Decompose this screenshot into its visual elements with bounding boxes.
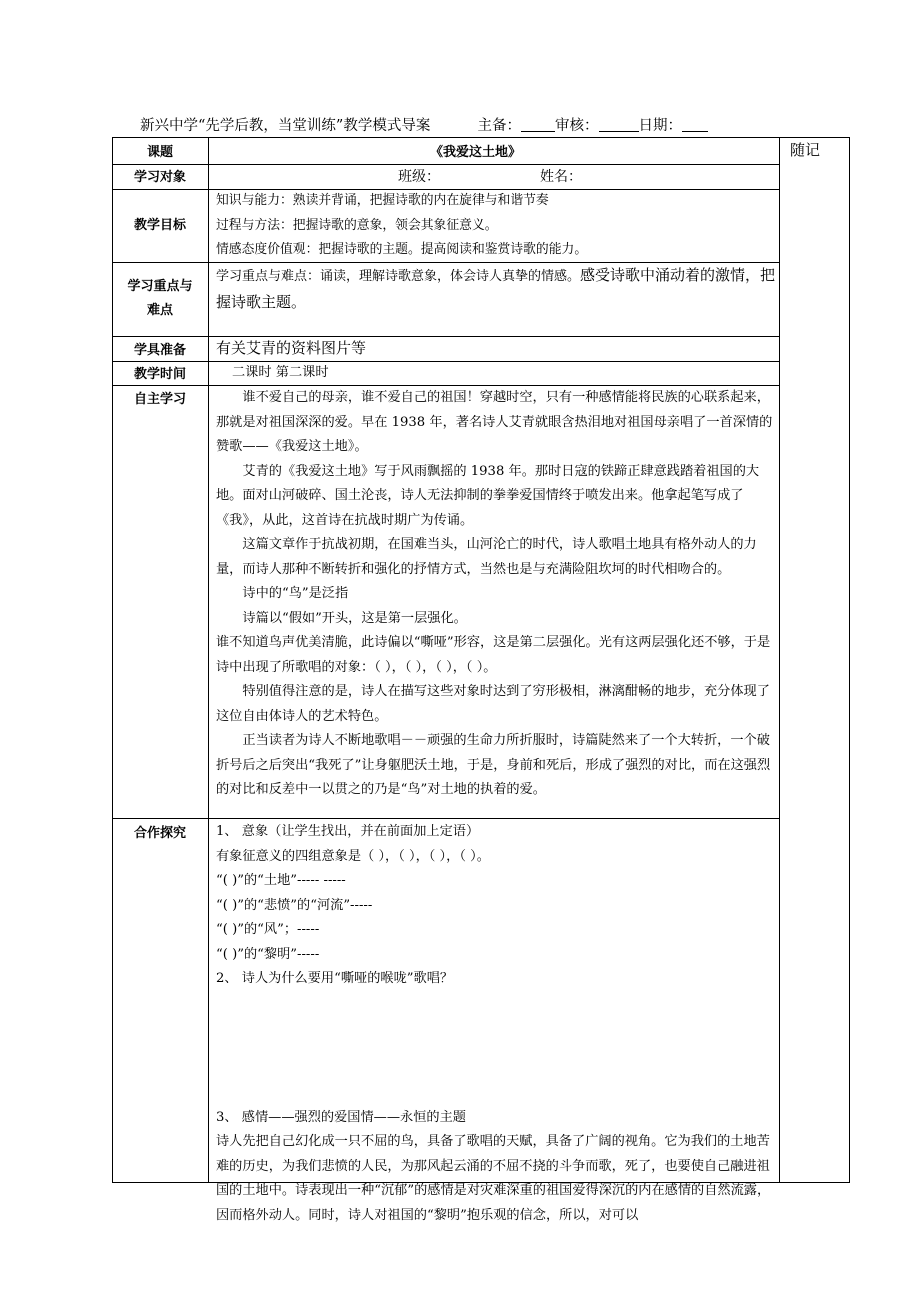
question: 2、 诗人为什么要用“嘶哑的喉咙”歌唱？	[216, 971, 454, 986]
date-blank[interactable]	[682, 117, 708, 132]
focus-label	[112, 275, 208, 323]
question-line: “( )”的“风”；-----	[216, 922, 320, 937]
goals-content	[216, 189, 776, 263]
paragraph: 正当读者为诗人不断地歌唱－－顽强的生命力所折服时，诗篇陡然来了一个大转折，一个破折号后之后突出“我死了”让身躯肥沃土地，于是，身前和死后，形成了强烈的对比，而在这强烈的对比和反差中一以贯之的乃是“鸟”对土地的执着的爱。	[216, 733, 771, 797]
review-blank[interactable]	[599, 117, 639, 132]
goal-line: 过程与方法：把握诗歌的意象，领会其象征意义。	[216, 217, 498, 233]
paragraph: 特别值得注意的是，诗人在描写这些对象时达到了穷形极相，淋漓酣畅的地步，充分体现了这位自由体诗人的艺术特色。	[216, 684, 770, 724]
time-value: 二课时 第二课时	[232, 365, 329, 380]
cooperate-content	[216, 820, 776, 1228]
border-right	[849, 137, 850, 1183]
class-label: 班级：	[398, 169, 440, 185]
question-line: “( )”的“土地”----- -----	[216, 873, 346, 888]
question-line: “( )”的“黎明”-----	[216, 946, 320, 962]
focus-text-b: 感受诗歌中涌动着的激情，把握诗歌主题。	[216, 266, 776, 311]
row-divider	[112, 818, 780, 819]
answer-space[interactable]	[216, 992, 776, 1106]
col-divider-1	[208, 137, 209, 1183]
paragraph: 谁不爱自己的母亲，谁不爱自己的祖国！穿越时空，只有一种感情能将民族的心联系起来，那就是对祖国深深的爱。早在 1938 年，著名诗人艾青就眼含热泪地对祖国母亲唱了一首深情的赞歌——《我爱这土地》。	[216, 390, 773, 454]
focus-text-a: 学习重点与难点：诵读，理解诗歌意象，体会诗人真挚的情感。	[216, 269, 581, 284]
question-line: 有象征意义的四组意象是（ ），（ ），（ ），（ ）。	[216, 848, 490, 864]
paragraph: 诗中的“鸟”是泛指	[242, 586, 349, 601]
header-title: 新兴中学“先学后教，当堂训练”教学模式导案	[140, 118, 431, 134]
date-label: 日期：	[638, 118, 683, 134]
time-label: 教学时间	[133, 367, 186, 382]
notes-header: 随记	[790, 141, 821, 159]
paragraph: 艾青的《我爱这土地》写于风雨飘摇的 1938 年。那时日寇的铁蹄正肆意践踏着祖国的大地。面对山河破碎、国土沦丧，诗人无法抑制的拳拳爱国情终于喷发出来。他拿起笔写成了《我》，从此，这首诗在抗战时期广为传诵。	[216, 463, 760, 528]
self-study-label: 自主学习	[133, 392, 186, 407]
paragraph: 这篇文章作于抗战初期，在国难当头，山河沦亡的时代，诗人歌唱土地具有格外动人的力量，而诗人那种不断转折和强化的抒情方式，当然也是与充满险阻坎坷的时代相吻合的。	[216, 537, 757, 577]
name-label: 姓名：	[540, 169, 582, 185]
tools-label: 学具准备	[133, 343, 186, 358]
question: 1、 意象（让学生找出，并在前面加上定语）	[216, 824, 480, 839]
paragraph: 谁不知道鸟声优美清脆，此诗偏以“嘶哑”形容，这是第二层强化。光有这两层强化还不够，于是诗中出现了所歌唱的对象：（ ），（ ），（ ），（ ）。	[216, 635, 771, 675]
self-study-content	[216, 386, 776, 803]
focus-content	[216, 263, 776, 316]
focus-label-line1: 学习重点与	[127, 279, 193, 294]
paragraph: 诗篇以“假如”开头，这是第一层强化。	[242, 610, 467, 626]
question-line: “( )”的“悲愤”的“河流”-----	[216, 897, 373, 913]
page-header	[140, 114, 860, 135]
question: 3、 感情——强烈的爱国情——永恒的主题	[216, 1109, 466, 1125]
chief-blank[interactable]	[521, 117, 555, 132]
col-divider-2	[779, 137, 780, 1183]
cooperate-label: 合作探究	[133, 826, 186, 841]
paragraph: 诗人先把自己幻化成一只不屈的鸟，具备了歌唱的天赋，具备了广阔的视角。它为我们的土地苦难的历史，为我们悲愤的人民，为那风起云涌的不屈不挠的斗争而歌，死了，也要使自己融进祖国的土地中。诗表现出一种“沉郁”的感情是对灾难深重的祖国爱得深沉的内在感情的自然流露，因而格外动人。同时，诗人对祖国的“黎明”抱乐观的信念，所以，对可以	[216, 1134, 771, 1223]
topic-label: 课题	[146, 145, 173, 160]
tools-value: 有关艾青的资料图片等	[216, 339, 367, 357]
goals-label: 教学目标	[133, 218, 186, 233]
goal-line: 情感态度价值观：把握诗歌的主题。提高阅读和鉴赏诗歌的能力。	[216, 242, 588, 257]
review-label: 审核：	[555, 118, 599, 134]
border-top	[112, 137, 850, 138]
topic-value: 《我爱这土地》	[430, 145, 522, 160]
focus-label-line2: 难点	[146, 303, 173, 318]
chief-label: 主备：	[477, 118, 522, 134]
goal-line: 知识与能力：熟读并背诵，把握诗歌的内在旋律与和谐节奏	[216, 193, 549, 208]
target-label: 学习对象	[133, 170, 186, 185]
